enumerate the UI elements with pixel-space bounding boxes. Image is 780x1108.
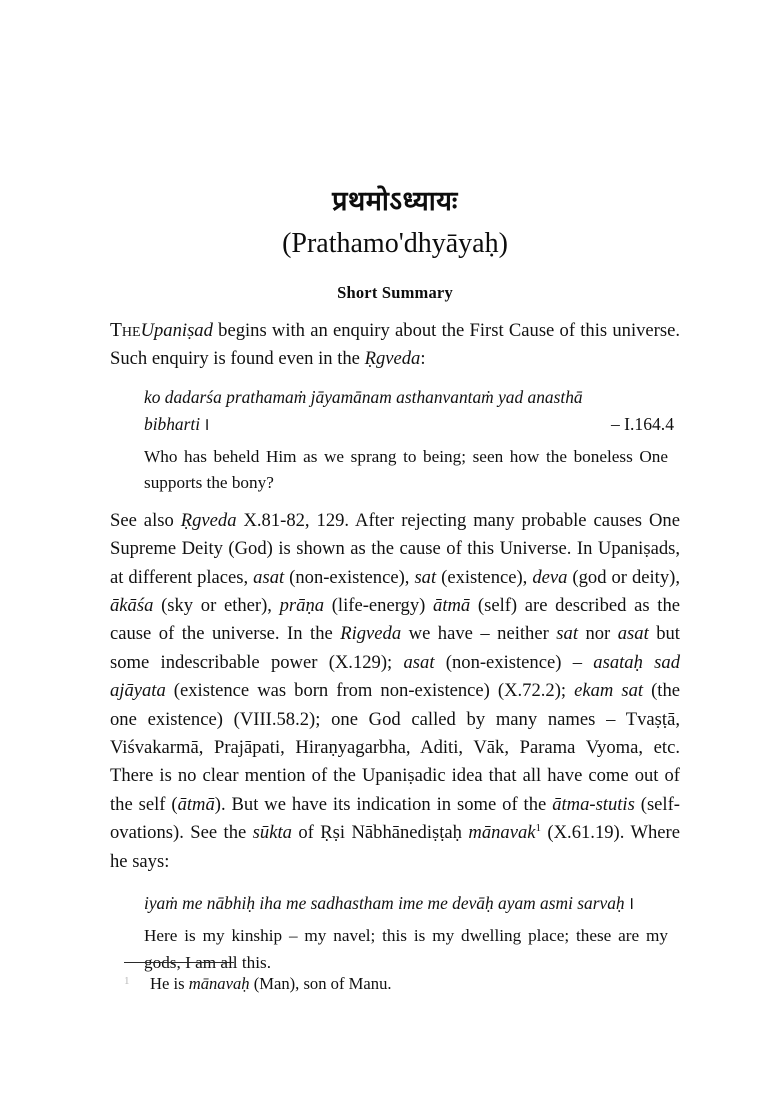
- mp-i16-sukta: sūkta: [252, 822, 292, 844]
- danda-mark: ।: [203, 413, 210, 434]
- mp-s16: (self-ovations). See the: [110, 793, 680, 844]
- mp-s4: (existence),: [436, 566, 533, 588]
- mp-s5: (god or deity),: [567, 566, 680, 588]
- mp-i17-manavak: mānavak: [468, 822, 536, 844]
- intro-italic-rgveda: Ṛgveda: [364, 348, 421, 370]
- footnote-s2: (Man), son of Manu.: [249, 974, 392, 993]
- mp-s7: (life-energy): [324, 595, 434, 617]
- footnote-s1: He is: [150, 974, 189, 993]
- chapter-title-transliteration: (Prathamo'dhyāyaḥ): [282, 228, 508, 260]
- page-content: [110, 185, 680, 976]
- mp-i14-atma: ātmā: [177, 793, 215, 815]
- mp-s17: of Ṛṣi Nābhānediṣṭaḥ: [291, 822, 469, 844]
- mp-s1: See also: [110, 509, 181, 531]
- mp-s15: ). But we have its indication in some of the: [214, 793, 553, 815]
- mp-i1-rgveda: Ṛgveda: [180, 509, 237, 531]
- mp-i12-asatah-sad-ajayata: asataḥ sad ajāyata: [110, 651, 680, 702]
- mp-s12: (non-existence) –: [434, 651, 594, 673]
- footnote-separator-rule: [124, 962, 234, 963]
- mp-s14: (the one existence) (VIII.58.2); one God called by many names – Tvaṣṭā, Viśvakarmā, Prajāpati, Hiraṇyagarbha, Aditi, Vāk, Parama Vyoma, etc. There is no clear mention of the Upaniṣadic idea that all have come out of the self (: [110, 680, 680, 815]
- mp-i6-prana: prāṇa: [279, 595, 325, 617]
- mp-s18: (X.61.19). Where he says:: [110, 822, 681, 872]
- mp-s8: (self) are described as the cause of the universe. In the: [110, 595, 680, 645]
- sanskrit-quote-one-line2: [144, 411, 210, 438]
- sanskrit-quote-one-line2-row: [144, 411, 680, 438]
- mp-i13-ekam-sat: ekam sat: [574, 680, 644, 702]
- mp-i9-sat: sat: [556, 623, 578, 645]
- intro-paragraph: [110, 317, 680, 374]
- footnote-number: 1: [124, 975, 130, 987]
- quote-two-translation: Here is my kinship – my navel; this is my dwelling place; these are my gods, I am all this.: [144, 926, 668, 972]
- footnote-reference-marker[interactable]: 1: [535, 822, 542, 835]
- footnote-area: [124, 962, 684, 996]
- danda-mark-two: ।: [627, 893, 635, 914]
- mp-i15-atma-stutis: ātma-stutis: [552, 793, 635, 815]
- mp-i5-akasa: ākāśa: [110, 595, 154, 617]
- intro-text-part2: :: [420, 348, 426, 370]
- mp-i4-deva: deva: [532, 566, 568, 588]
- footnote-text: [150, 972, 392, 996]
- sanskrit-quote-one-line1: ko dadarśa prathamaṁ jāyamānam asthanvantaṁ yad anasthā: [144, 386, 583, 407]
- mp-s2: X.81-82, 129. After rejecting many probable causes One Supreme Deity (God) is shown as the cause of this Universe. In Upaniṣads, at different places,: [110, 509, 680, 588]
- mp-s9: we have – neither: [401, 623, 557, 645]
- mp-i7-atma: ātmā: [433, 595, 471, 617]
- mp-i10-asat: asat: [617, 623, 649, 645]
- main-paragraph: [110, 507, 680, 876]
- mp-s6: (sky or ether),: [153, 595, 280, 617]
- footnote-entry: [124, 972, 684, 996]
- mp-i11-asat: asat: [403, 651, 435, 673]
- intro-text-part1: begins with an enquiry about the First Cause of this universe. Such enquiry is found even in the: [110, 319, 680, 370]
- mp-i2-asat: asat: [253, 566, 285, 588]
- intro-italic-upanisad: Upaniṣad: [140, 319, 213, 341]
- sanskrit-quote-one-line2-text: bibharti: [144, 413, 201, 434]
- mp-s3: (non-existence),: [284, 566, 415, 588]
- sanskrit-quote-two-text: iyaṁ me nābhiḥ iha me sadhastham ime me devāḥ ayam asmi sarvaḥ: [144, 893, 625, 914]
- sanskrit-quote-two: [144, 890, 680, 917]
- mp-i3-sat: sat: [414, 566, 437, 588]
- sanskrit-quote-one: [144, 384, 680, 438]
- intro-dropcap-word: The: [110, 319, 141, 341]
- mp-s13: (existence was born from non-existence) (X.72.2);: [165, 680, 575, 702]
- sanskrit-quote-one-reference: – I.164.4: [610, 413, 674, 434]
- chapter-title-devanagari: प्रथमोऽध्यायः: [332, 186, 458, 216]
- mp-s10: nor: [577, 623, 618, 645]
- section-heading: Short Summary: [337, 282, 453, 302]
- quote-one-translation: Who has beheld Him as we sprang to being; seen how the boneless One supports the bony?: [144, 446, 668, 493]
- mp-i8-rigveda: Rigveda: [340, 623, 402, 645]
- mp-s11: but some indescribable power (X.129);: [110, 623, 680, 673]
- footnote-i1-manavah: mānavaḥ: [188, 974, 250, 993]
